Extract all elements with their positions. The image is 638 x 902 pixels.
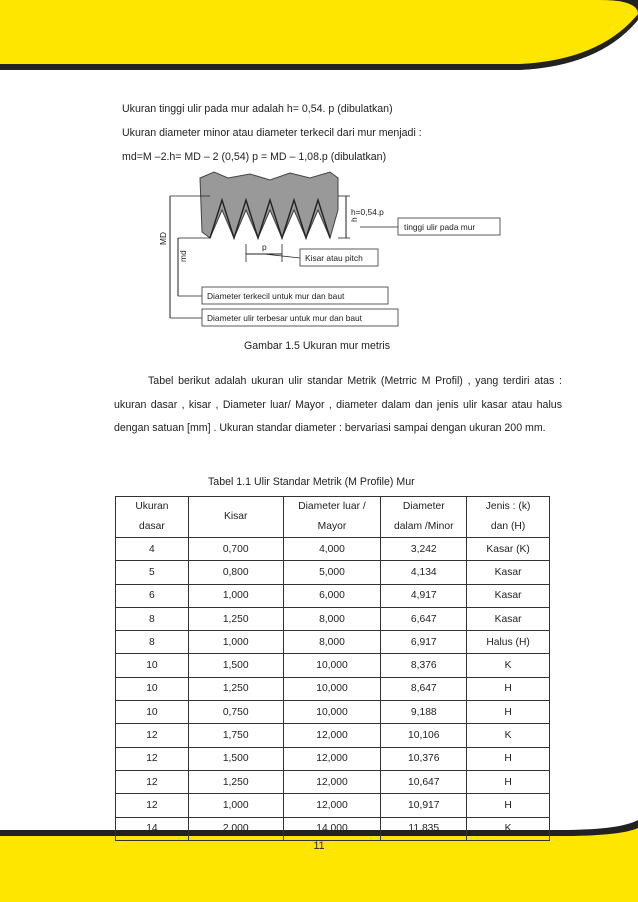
h-formula-label: h=0,54.p <box>351 207 384 217</box>
table-cell: 10,000 <box>283 654 381 677</box>
table-cell: 11,835 <box>381 817 467 840</box>
table-row <box>116 654 550 677</box>
h-label: h <box>349 217 359 222</box>
page-number: 11 <box>313 840 325 852</box>
table-cell: H <box>467 794 550 817</box>
table-row <box>116 724 550 747</box>
table-cell: 0,800 <box>188 561 283 584</box>
md-upper-label: MD <box>158 231 168 245</box>
table-row <box>116 701 550 724</box>
table-cell: K <box>467 724 550 747</box>
figure-caption: Gambar 1.5 Ukuran mur metris <box>244 340 391 352</box>
table-cell: 10,000 <box>283 701 381 724</box>
table-cell: 4 <box>116 538 189 561</box>
table-cell: 10 <box>116 677 189 700</box>
table-cell: 14 <box>116 817 189 840</box>
table-cell: 10,647 <box>381 770 467 793</box>
table-cell: 1,250 <box>188 677 283 700</box>
table-row <box>116 631 550 654</box>
table-row <box>116 538 550 561</box>
table-row <box>116 747 550 770</box>
table-cell: 1,750 <box>188 724 283 747</box>
header-ukuran: Ukuran dasar <box>116 497 189 538</box>
thread-diagram <box>0 0 638 340</box>
table-cell: Kasar <box>467 584 550 607</box>
table-cell: H <box>467 677 550 700</box>
header-jenis: Jenis : (k) dan (H) <box>467 497 550 538</box>
table-cell: H <box>467 770 550 793</box>
table-cell: H <box>467 701 550 724</box>
header-kisar: Kisar <box>188 497 283 538</box>
thread-height-label: tinggi ulir pada mur <box>404 222 476 232</box>
table-cell: 10,000 <box>283 677 381 700</box>
table-cell: 5 <box>116 561 189 584</box>
header-diameter-dalam: Diameter dalam /Minor <box>381 497 467 538</box>
table-caption: Tabel 1.1 Ulir Standar Metrik (M Profile) Mur <box>208 476 415 488</box>
table-row <box>116 607 550 630</box>
intro-line-1: Ukuran tinggi ulir pada mur adalah h= 0,54. p (dibulatkan) <box>122 103 393 115</box>
table-cell: K <box>467 654 550 677</box>
table-cell: 12 <box>116 770 189 793</box>
table-row <box>116 817 550 840</box>
table-cell: 6,000 <box>283 584 381 607</box>
major-diameter-label: Diameter ulir terbesar untuk mur dan baut <box>207 313 363 323</box>
table-cell: 10,106 <box>381 724 467 747</box>
table-cell: 4,917 <box>381 584 467 607</box>
table-cell: 4,000 <box>283 538 381 561</box>
table-cell: 0,700 <box>188 538 283 561</box>
minor-diameter-label: Diameter terkecil untuk mur dan baut <box>207 291 345 301</box>
table-cell: 1,000 <box>188 794 283 817</box>
table-cell: 1,000 <box>188 584 283 607</box>
table-row <box>116 677 550 700</box>
table-cell: 1,250 <box>188 770 283 793</box>
table-cell: Kasar <box>467 561 550 584</box>
table-row <box>116 561 550 584</box>
table-cell: 10,376 <box>381 747 467 770</box>
table-cell: 12 <box>116 724 189 747</box>
pitch-label: Kisar atau pitch <box>305 253 363 263</box>
table-cell: 1,250 <box>188 607 283 630</box>
table-cell: 8 <box>116 607 189 630</box>
thread-table <box>115 496 550 841</box>
table-row <box>116 770 550 793</box>
md-lower-label: md <box>178 250 188 262</box>
table-cell: 1,500 <box>188 654 283 677</box>
table-cell: 8,000 <box>283 607 381 630</box>
table-cell: 0,750 <box>188 701 283 724</box>
intro-line-3: md=M –2.h= MD – 2 (0,54) p = MD – 1,08.p (dibulatkan) <box>122 151 387 163</box>
table-cell: 8,647 <box>381 677 467 700</box>
table-cell: 8,000 <box>283 631 381 654</box>
table-cell: 6 <box>116 584 189 607</box>
table-cell: 8 <box>116 631 189 654</box>
table-cell: Halus (H) <box>467 631 550 654</box>
header-diameter-luar: Diameter luar / Mayor <box>283 497 381 538</box>
table-cell: 10,917 <box>381 794 467 817</box>
table-cell: 2,000 <box>188 817 283 840</box>
intro-line-2: Ukuran diameter minor atau diameter terkecil dari mur menjadi : <box>122 127 422 139</box>
table-cell: 12,000 <box>283 794 381 817</box>
table-row <box>116 794 550 817</box>
body-paragraph: Tabel berikut adalah ukuran ulir standar Metrik (Metrric M Profil) , yang terdiri atas : ukuran dasar , kisar , Diameter luar/ Mayor , diameter dalam dan jenis ulir kasar atau halus dengan satuan [mm] . Ukuran standar diameter : bervariasi sampai dengan ukuran 200 mm. <box>114 375 562 434</box>
table-cell: 5,000 <box>283 561 381 584</box>
table-cell: 12,000 <box>283 724 381 747</box>
table-cell: 12 <box>116 794 189 817</box>
table-cell: 10 <box>116 654 189 677</box>
table-cell: 9,188 <box>381 701 467 724</box>
table-cell: 3,242 <box>381 538 467 561</box>
table-row <box>116 584 550 607</box>
table-cell: 12,000 <box>283 770 381 793</box>
table-cell: 6,917 <box>381 631 467 654</box>
table-cell: 12,000 <box>283 747 381 770</box>
table-cell: 8,376 <box>381 654 467 677</box>
p-label: p <box>262 242 267 252</box>
table-cell: H <box>467 747 550 770</box>
table-cell: 10 <box>116 701 189 724</box>
table-cell: 4,134 <box>381 561 467 584</box>
table-cell: 12 <box>116 747 189 770</box>
table-cell: Kasar (K) <box>467 538 550 561</box>
table-cell: 1,500 <box>188 747 283 770</box>
table-cell: 1,000 <box>188 631 283 654</box>
table-cell: Kasar <box>467 607 550 630</box>
table-cell: K <box>467 817 550 840</box>
table-cell: 6,647 <box>381 607 467 630</box>
table-cell: 14,000 <box>283 817 381 840</box>
